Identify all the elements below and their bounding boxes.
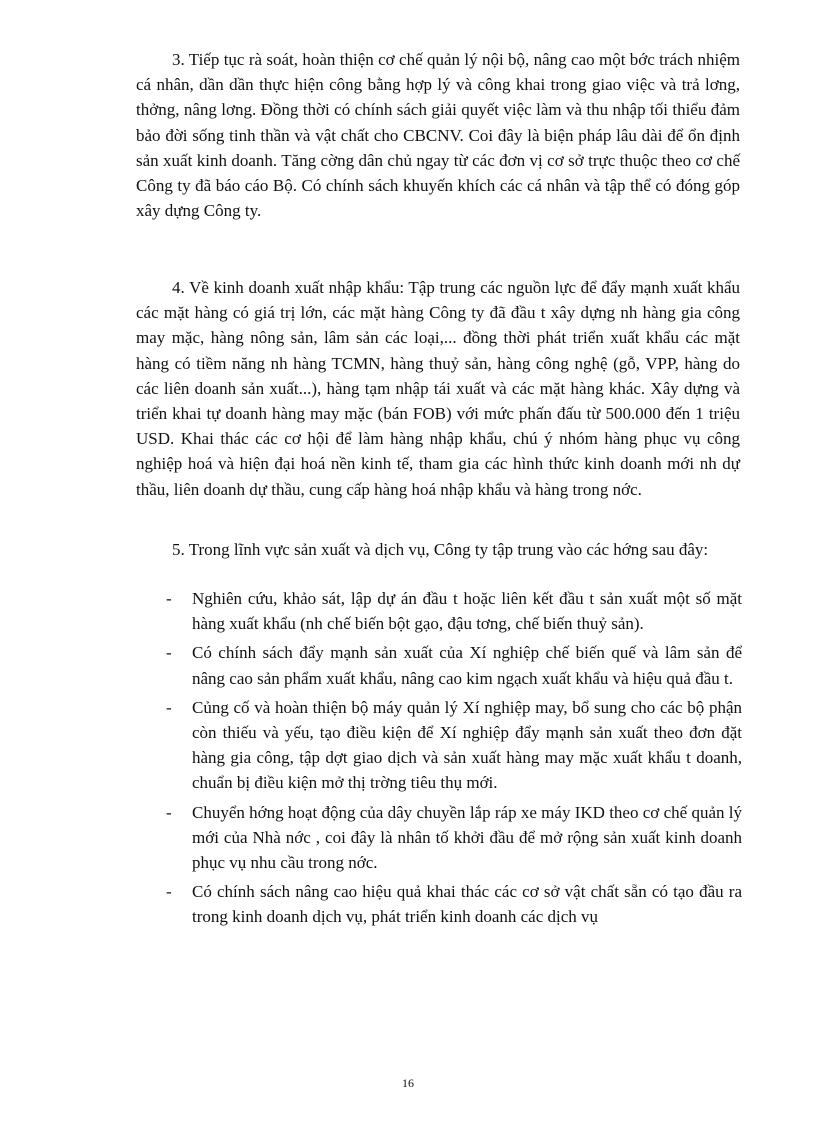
list-item-text: Chuyển hớng hoạt động của dây chuyền lắp ráp xe máy IKD theo cơ chế quản lý mới của Nhà nớc , coi đây là nhân tố khởi đầu để mở rộng sản xuất kinh doanh phục vụ nhu cầu trong nớc.: [192, 802, 742, 873]
paragraph-4: 4. Về kinh doanh xuất nhập khẩu: Tập trung các nguồn lực để đẩy mạnh xuất khẩu các mặt hàng có giá trị lớn, các mặt hàng Công ty đã đầu t xây dựng nh hàng gia công may mặc, hàng nông sản, lâm sản các loại,... đồng thời phát triển xuất khẩu các mặt hàng có tiềm năng nh hàng TCMN, hàng thuỷ sản, hàng công nghệ (gỗ, VPP, hàng do các liên doanh sản xuất...), hàng tạm nhập tái xuất và các mặt hàng khác. Xây dựng và triển khai tự doanh hàng may mặc (bán FOB) với mức phấn đấu từ 500.000 đến 1 triệu USD. Khai thác các cơ hội để làm hàng nhập khẩu, chú ý nhóm hàng phục vụ công nghiệp hoá và hiện đại hoá nền kinh tế, tham gia các hình thức kinh doanh mới nh dự thầu, liên doanh dự thầu, cung cấp hàng hoá nhập khẩu và hàng trong nớc.: [136, 278, 740, 499]
paragraph-3: 3. Tiếp tục rà soát, hoàn thiện cơ chế quản lý nội bộ, nâng cao một bớc trách nhiệm cá nhân, dần dần thực hiện công bằng hợp lý và công khai trong giao việc và trả lơng, thởng, nâng lơng. Đồng thời có chính sách giải quyết việc làm và thu nhập tối thiểu đảm bảo đời sống tinh thần và vật chất cho CBCNV. Coi đây là biện pháp lâu dài để ổn định sản xuất kinh doanh. Tăng cờng dân chủ ngay từ các đơn vị cơ sở trực thuộc theo cơ chế Công ty đã báo cáo Bộ. Có chính sách khuyến khích các cá nhân và tập thể có đóng góp xây dựng Công ty.: [136, 50, 740, 221]
dash-bullet: -: [166, 589, 172, 608]
list-item: [166, 879, 742, 929]
list-item: [166, 800, 742, 876]
list-item-text: Có chính sách nâng cao hiệu quả khai thác các cơ sở vật chất sẵn có tạo đầu ra trong kinh doanh dịch vụ, phát triển kinh doanh các dịch vụ: [192, 882, 742, 927]
list-item-text: Củng cố và hoàn thiện bộ máy quản lý Xí nghiệp may, bổ sung cho các bộ phận còn thiếu và yếu, tạo điều kiện để Xí nghiệp đẩy mạnh sản xuất theo đơn đặt hàng gia công, tập dợt giao dịch và sản xuất hàng may mặc xuất khẩu t doanh, chuẩn bị điều kiện mở thị trờng tiêu thụ mới.: [192, 697, 742, 793]
dash-bullet: -: [166, 882, 172, 902]
page-number: 16: [402, 1076, 414, 1090]
list-item-text: Nghiên cứu, khảo sát, lập dự án đầu t hoặc liên kết đầu t sản xuất một số mặt hàng xuất khẩu (nh chế biến bột gạo, đậu tơng, chế biến thuỷ sản).: [192, 589, 742, 634]
dash-bullet: -: [166, 697, 172, 717]
list-item: [166, 640, 742, 690]
paragraph-5: 5. Trong lĩnh vực sản xuất và dịch vụ, Công ty tập trung vào các hớng sau đây:: [172, 540, 709, 559]
dash-bullet: -: [166, 802, 172, 822]
list-item-text: Có chính sách đẩy mạnh sản xuất của Xí nghiệp chế biến quế và lâm sản để nâng cao sản phẩm xuất khẩu, nâng cao kim ngạch xuất khẩu và hiệu quả đầu t.: [192, 643, 742, 688]
bullet-list: [166, 586, 742, 934]
dash-bullet: -: [166, 643, 172, 663]
list-item: [166, 586, 742, 636]
list-item: [166, 695, 742, 796]
